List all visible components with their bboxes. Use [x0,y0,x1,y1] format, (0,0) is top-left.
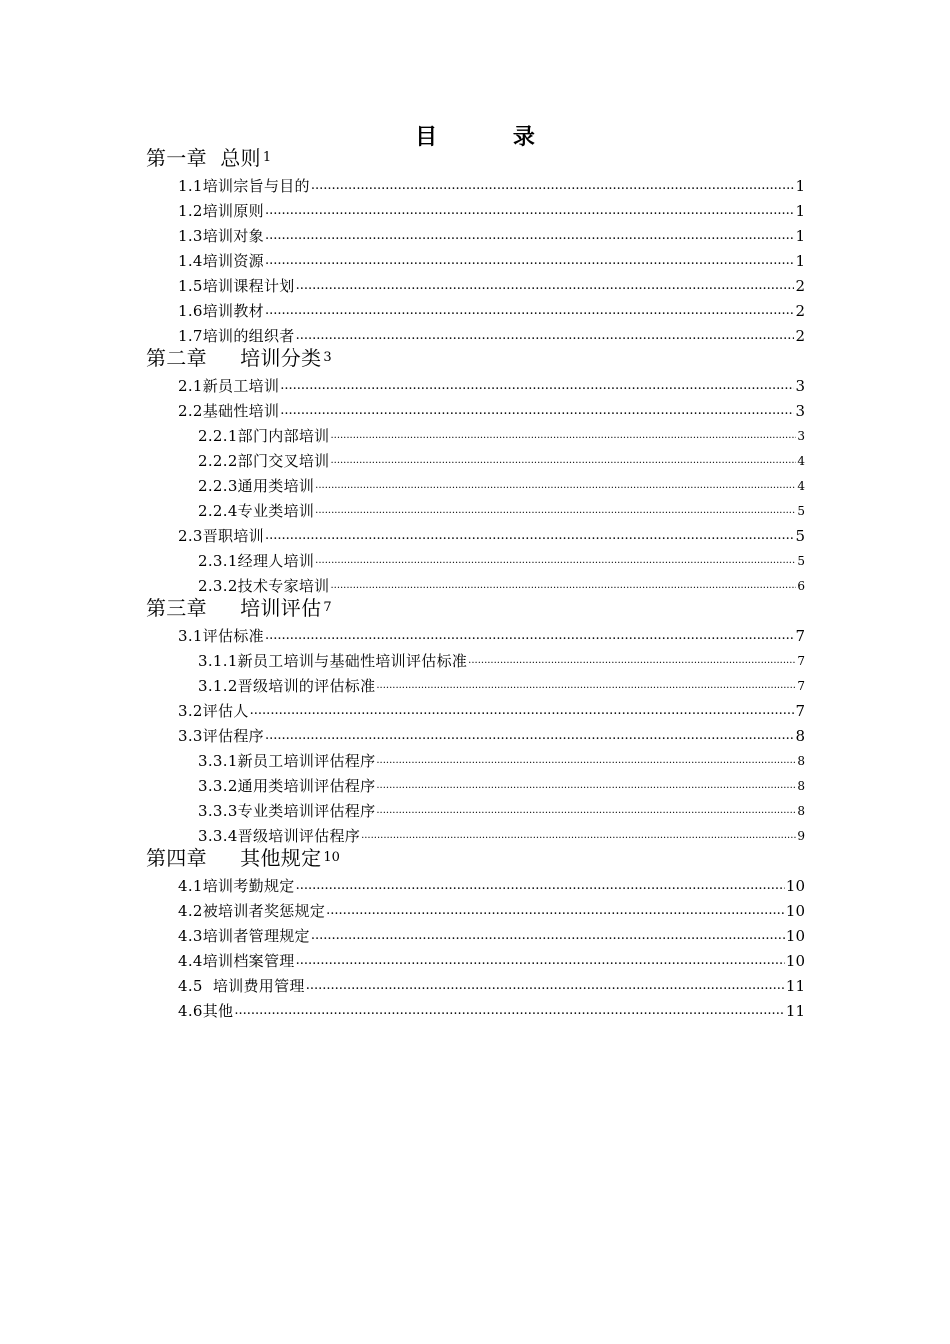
toc-entry-label: 3.3.4晋级培训评估程序 [198,827,361,845]
dot-leader [250,701,795,721]
toc-entry [178,696,805,721]
toc-entry-page: 8 [797,779,805,793]
toc-entry [178,371,805,396]
toc-chapter-page: 7 [323,600,332,615]
toc-entry-label: 1.6培训教材 [178,302,264,320]
toc-entry [178,396,805,421]
toc-entry [198,671,805,696]
toc-entry-label: 2.3晋职培训 [178,527,264,545]
dot-leader [315,551,796,571]
toc-chapter-page: 3 [323,350,332,365]
dot-leader [265,626,794,646]
toc-entry [178,921,805,946]
toc-chapter-entry [146,346,332,371]
toc-entry-label: 2.2.3通用类培训 [198,477,315,495]
toc-entry-label: 4.1培训考勤规定 [178,877,295,895]
toc-chapter-label: 第三章 培训评估 [146,596,322,620]
toc-entry-page: 2 [795,302,805,320]
toc-entry-page: 10 [785,877,805,895]
toc-entry [178,171,805,196]
toc-entry-page: 1 [795,202,805,220]
toc-entry [198,646,805,671]
toc-entry-page: 7 [795,702,805,720]
toc-entry-page: 3 [795,402,805,420]
toc-entry-page: 1 [795,227,805,245]
dot-leader [296,876,785,896]
toc-chapter-entry [146,846,340,871]
toc-entry-label: 2.2基础性培训 [178,402,280,420]
toc-entry [178,321,805,346]
toc-entry-page: 8 [797,754,805,768]
toc-entry-label: 1.4培训资源 [178,252,264,270]
toc-entry-page: 10 [785,902,805,920]
toc-entry [198,446,805,471]
toc-entry [198,421,805,446]
dot-leader [315,476,796,496]
toc-entry-label: 2.1新员工培训 [178,377,280,395]
toc-entry [198,471,805,496]
toc-chapter-label: 第二章 培训分类 [146,346,322,370]
dot-leader [376,751,796,771]
toc-entry-page: 4 [797,479,805,493]
toc-entry [178,871,805,896]
dot-leader [330,451,796,471]
toc-entry-label: 4.2被培训者奖惩规定 [178,902,326,920]
dot-leader [306,976,785,996]
toc-entry-page: 5 [797,554,805,568]
toc-entry-label: 4.5 培训费用管理 [178,977,305,995]
toc-entry-label: 1.1培训宗旨与目的 [178,177,310,195]
dot-leader [296,326,795,346]
toc-entry-label: 3.2评估人 [178,702,249,720]
toc-entry-page: 2 [795,277,805,295]
toc-entry-label: 2.2.1部门内部培训 [198,427,330,445]
toc-entry [198,496,805,521]
toc-entry [178,721,805,746]
toc-entry-page: 5 [797,504,805,518]
toc-entry [198,571,805,596]
toc-entry-label: 4.3培训者管理规定 [178,927,310,945]
toc-entry [178,621,805,646]
dot-leader [361,826,796,846]
dot-leader [265,526,794,546]
toc-entry [178,221,805,246]
toc-entry [198,796,805,821]
toc-entry-label: 4.4培训档案管理 [178,952,295,970]
toc-entry-page: 3 [797,429,805,443]
toc-entry-label: 4.6其他 [178,1002,234,1020]
toc-entry [178,296,805,321]
dot-leader [330,576,796,596]
dot-leader [315,501,796,521]
dot-leader [280,376,794,396]
toc-entry-label: 2.2.2部门交叉培训 [198,452,330,470]
toc-title: 目 录 [415,124,569,150]
toc-entry-page: 1 [795,177,805,195]
toc-entry [198,771,805,796]
toc-entry [178,246,805,271]
toc-entry-label: 3.1.1新员工培训与基础性培训评估标准 [198,652,468,670]
toc-entry-page: 8 [797,804,805,818]
toc-entry-page: 1 [795,252,805,270]
toc-entry [178,946,805,971]
toc-chapter-entry [146,146,271,171]
toc-entry-label: 3.3评估程序 [178,727,264,745]
toc-entry [178,196,805,221]
dot-leader [234,1001,785,1021]
dot-leader [311,176,795,196]
dot-leader [376,676,796,696]
toc-entry-page: 6 [797,579,805,593]
toc-entry [178,896,805,921]
dot-leader [265,726,794,746]
dot-leader [280,401,794,421]
toc-entry-label: 2.3.2技术专家培训 [198,577,330,595]
toc-chapter-label: 第四章 其他规定 [146,846,322,870]
toc-entry-page: 7 [797,679,805,693]
toc-entry-label: 3.3.1新员工培训评估程序 [198,752,376,770]
dot-leader [265,301,794,321]
dot-leader [265,226,794,246]
toc-entry [178,996,805,1021]
dot-leader [468,651,796,671]
toc-entry-page: 7 [795,627,805,645]
toc-entry-page: 9 [797,829,805,843]
toc-entry-label: 1.5培训课程计划 [178,277,295,295]
toc-entry-label: 2.3.1经理人培训 [198,552,315,570]
toc-entry-label: 3.1.2晋级培训的评估标准 [198,677,376,695]
toc-entry-page: 10 [785,952,805,970]
toc-entry-label: 3.3.2通用类培训评估程序 [198,777,376,795]
dot-leader [330,426,796,446]
toc-entry-page: 10 [785,927,805,945]
toc-entry [178,271,805,296]
dot-leader [265,251,794,271]
toc-entry-page: 11 [785,1002,805,1020]
toc-entry-label: 3.1评估标准 [178,627,264,645]
toc-entry-page: 11 [785,977,805,995]
dot-leader [296,951,785,971]
toc-entry [198,821,805,846]
dot-leader [376,776,796,796]
toc-entry [178,971,805,996]
toc-entry-label: 1.2培训原则 [178,202,264,220]
toc-entry-page: 8 [795,727,805,745]
toc-entry [178,521,805,546]
toc-chapter-entry [146,596,332,621]
toc-chapter-page: 10 [323,850,340,865]
dot-leader [265,201,794,221]
toc-entry-label: 1.7培训的组织者 [178,327,295,345]
toc-entry-page: 2 [795,327,805,345]
toc-entry-label: 1.3培训对象 [178,227,264,245]
toc-chapter-page: 1 [262,150,272,165]
toc-entry [198,746,805,771]
toc-entry-page: 5 [795,527,805,545]
toc-chapter-label: 第一章 总则 [146,146,261,170]
toc-entry-page: 3 [795,377,805,395]
toc-entry-page: 7 [797,654,805,668]
dot-leader [311,926,785,946]
toc-entry-label: 3.3.3专业类培训评估程序 [198,802,376,820]
dot-leader [326,901,785,921]
toc-entry-label: 2.2.4专业类培训 [198,502,315,520]
toc-entry-page: 4 [797,454,805,468]
dot-leader [376,801,796,821]
toc-entry [198,546,805,571]
dot-leader [296,276,795,296]
